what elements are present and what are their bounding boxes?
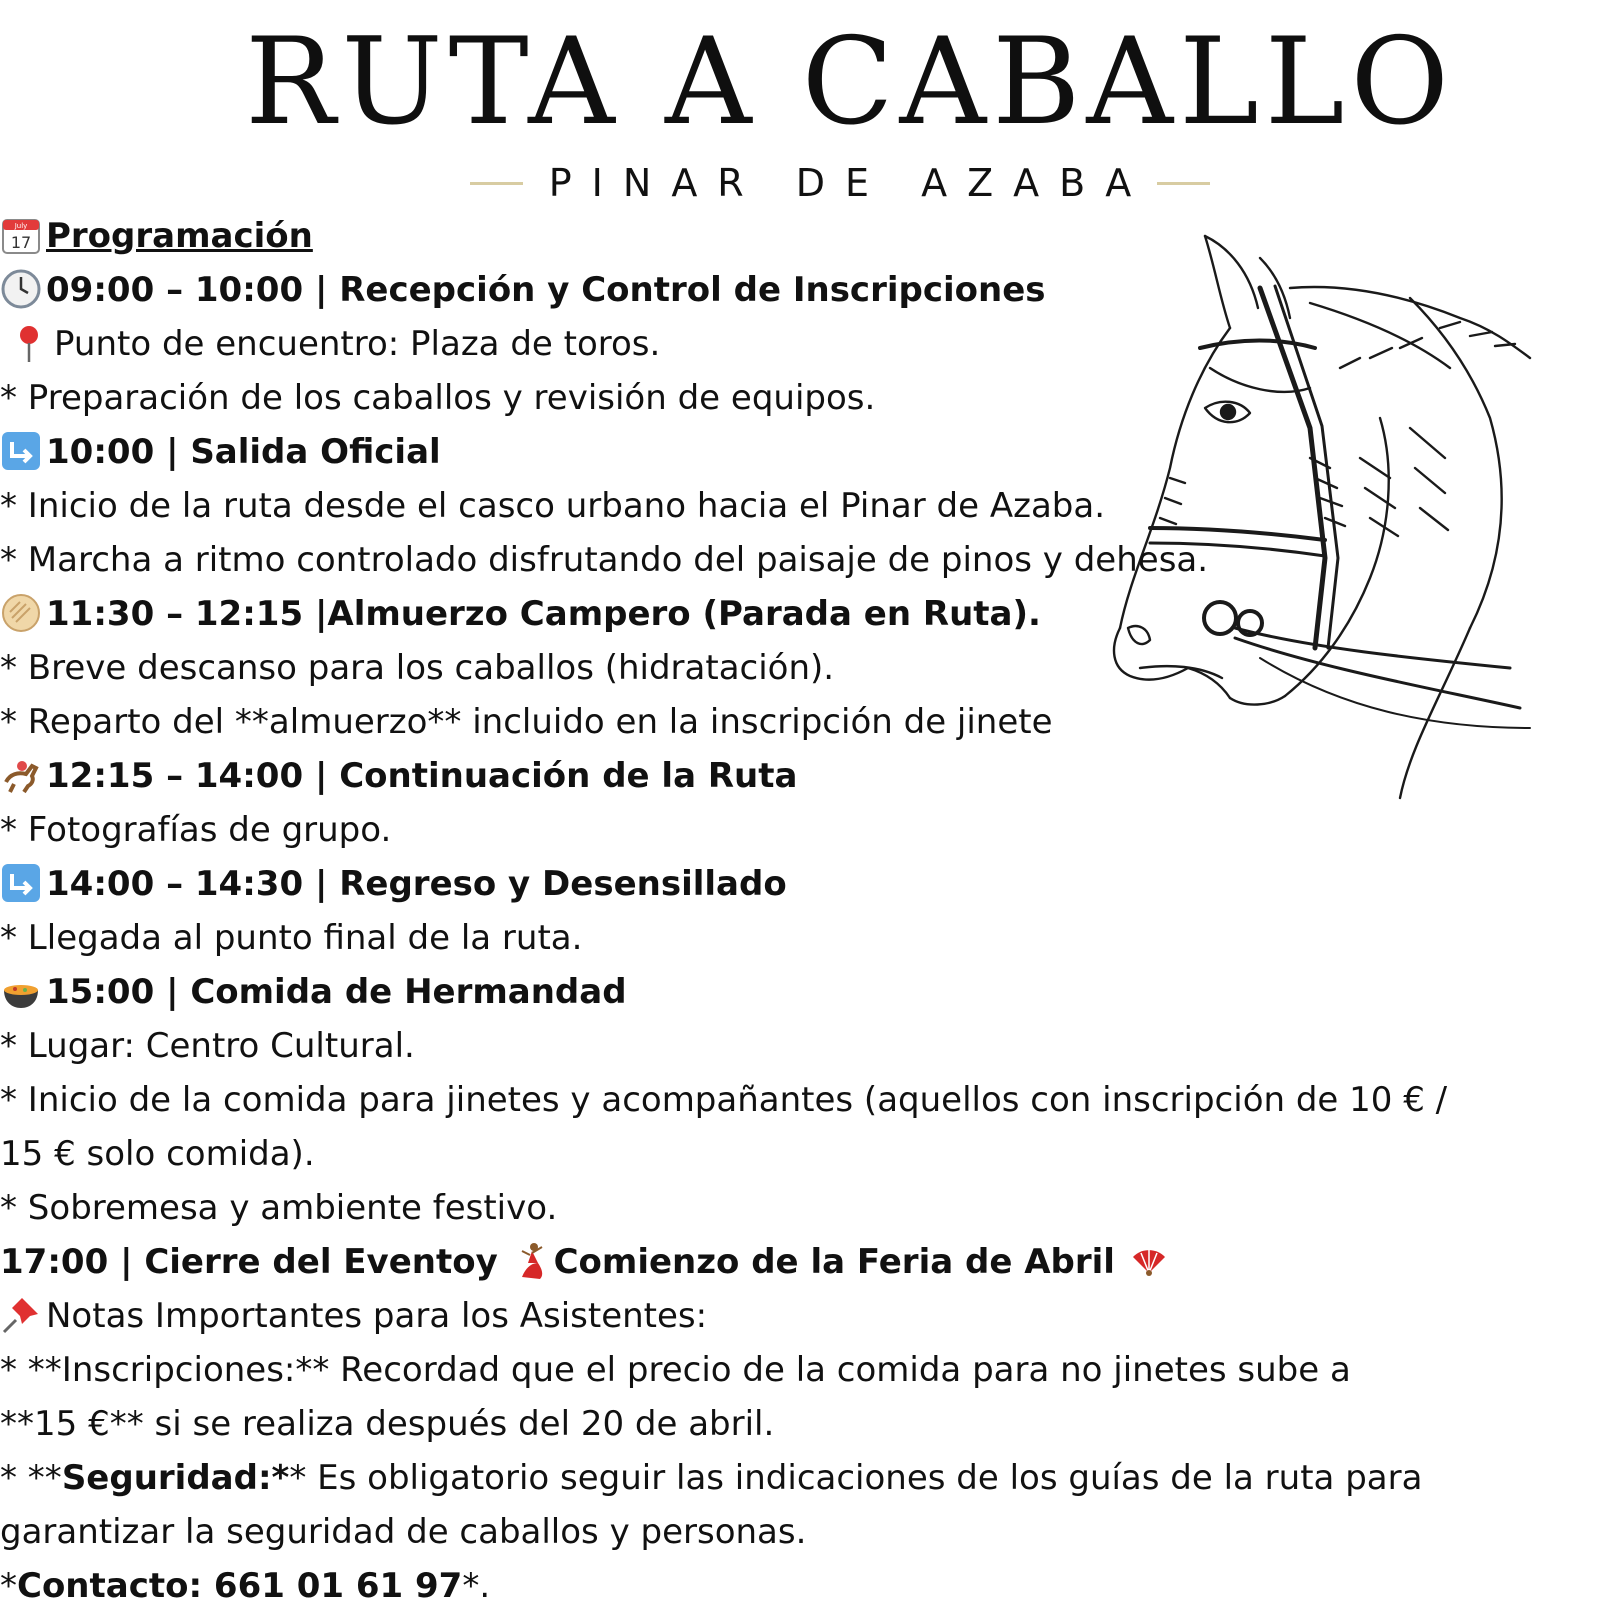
- calendar-icon: [0, 214, 42, 256]
- pushpin-icon: [0, 1294, 42, 1336]
- contact-prefix: *: [0, 1566, 17, 1606]
- meal-start-line: * Inicio de la comida para jinetes y acompañantes (aquellos con inscripción de 10 € /: [0, 1080, 1448, 1120]
- schedule-item-departure: [0, 425, 1600, 479]
- schedule-item-lunch: [0, 587, 1600, 641]
- note-inscriptions-line-2: **15 €** si se realiza después del 20 de abril.: [0, 1404, 775, 1444]
- rest-line: * Breve descanso para los caballos (hidratación).: [0, 648, 835, 688]
- contact-suffix: *.: [462, 1566, 491, 1606]
- horse-racing-icon: [0, 754, 42, 796]
- meal-place-line: * Lugar: Centro Cultural.: [0, 1026, 415, 1066]
- schedule-item-reception-text: 09:00 – 10:00 | Recepción y Control de Inscripciones: [46, 270, 1046, 310]
- after-meal-line: * Sobremesa y ambiente festivo.: [0, 1188, 558, 1228]
- notes-heading: [0, 1289, 1600, 1343]
- closing-text: 17:00 | Cierre del Eventoy: [0, 1242, 510, 1282]
- route-march-line: * Marcha a ritmo controlado disfrutando del paisaje de pinos y dehesa.: [0, 540, 1209, 580]
- schedule-item-continuation-text: 12:15 – 14:00 | Continuación de la Ruta: [46, 756, 798, 796]
- note-security-line-1: [0, 1451, 1600, 1505]
- route-start-line: * Inicio de la ruta desde el casco urbano hacia el Pinar de Azaba.: [0, 486, 1105, 526]
- schedule-item-closing: [0, 1235, 1600, 1289]
- dancer-icon: [512, 1241, 552, 1281]
- schedule-item-meal-text: 15:00 | Comida de Hermandad: [46, 972, 627, 1012]
- schedule-item-continuation: [0, 749, 1600, 803]
- program-section: [0, 209, 1600, 1613]
- program-heading-text: Programación: [46, 216, 313, 256]
- notes-heading-text: Notas Importantes para los Asistentes:: [46, 1296, 708, 1336]
- note-security-prefix: * **: [0, 1458, 62, 1498]
- lunch-distribution-line: * Reparto del **almuerzo** incluido en la inscripción de jinete: [0, 702, 1053, 742]
- fan-icon: [1129, 1241, 1169, 1281]
- meeting-point-text: Punto de encuentro: Plaza de toros.: [54, 324, 661, 364]
- contact-line: [0, 1559, 1600, 1613]
- clock-icon: [0, 268, 42, 310]
- schedule-item-meal: [0, 965, 1600, 1019]
- feria-text: Comienzo de la Feria de Abril: [553, 1242, 1115, 1282]
- page-title: RUTA A CABALLO: [245, 13, 1455, 152]
- schedule-item-reception: [0, 263, 1600, 317]
- subtitle-row: [470, 158, 1210, 208]
- meeting-point-line: [0, 317, 1600, 371]
- schedule-item-return: [0, 857, 1600, 911]
- note-security-label: Seguridad:*: [61, 1458, 290, 1498]
- stew-pot-icon: [0, 970, 42, 1012]
- calendar-icon-month: July: [14, 221, 28, 230]
- schedule-item-return-text: 14:00 – 14:30 | Regreso y Desensillado: [46, 864, 787, 904]
- schedule-item-departure-text: 10:00 | Salida Oficial: [46, 432, 441, 472]
- subtitle: PINAR DE AZABA: [548, 161, 1152, 205]
- note-security-line-2: garantizar la seguridad de caballos y personas.: [0, 1512, 807, 1552]
- arrival-line: * Llegada al punto final de la ruta.: [0, 918, 583, 958]
- note-inscriptions-line-1: * **Inscripciones:** Recordad que el precio de la comida para no jinetes sube a: [0, 1350, 1351, 1390]
- flatbread-icon: [0, 592, 42, 634]
- arrow-right-icon: [0, 862, 42, 904]
- meal-price-line: 15 € solo comida).: [0, 1134, 315, 1174]
- photos-line: * Fotografías de grupo.: [0, 810, 392, 850]
- note-security-rest: * Es obligatorio seguir las indicaciones de los guías de la ruta para: [289, 1458, 1423, 1498]
- subtitle-divider-left: [470, 182, 523, 185]
- arrow-right-icon: [0, 430, 42, 472]
- subtitle-divider-right: [1157, 182, 1210, 185]
- calendar-icon-day: 17: [10, 232, 32, 252]
- contact-label: Contacto: 661 01 61 97: [17, 1566, 463, 1606]
- program-heading: [0, 209, 1600, 263]
- schedule-item-lunch-text: 11:30 – 12:15 |Almuerzo Campero (Parada en Ruta).: [46, 594, 1041, 634]
- pin-icon: [8, 322, 50, 364]
- preparation-line: * Preparación de los caballos y revisión de equipos.: [0, 378, 876, 418]
